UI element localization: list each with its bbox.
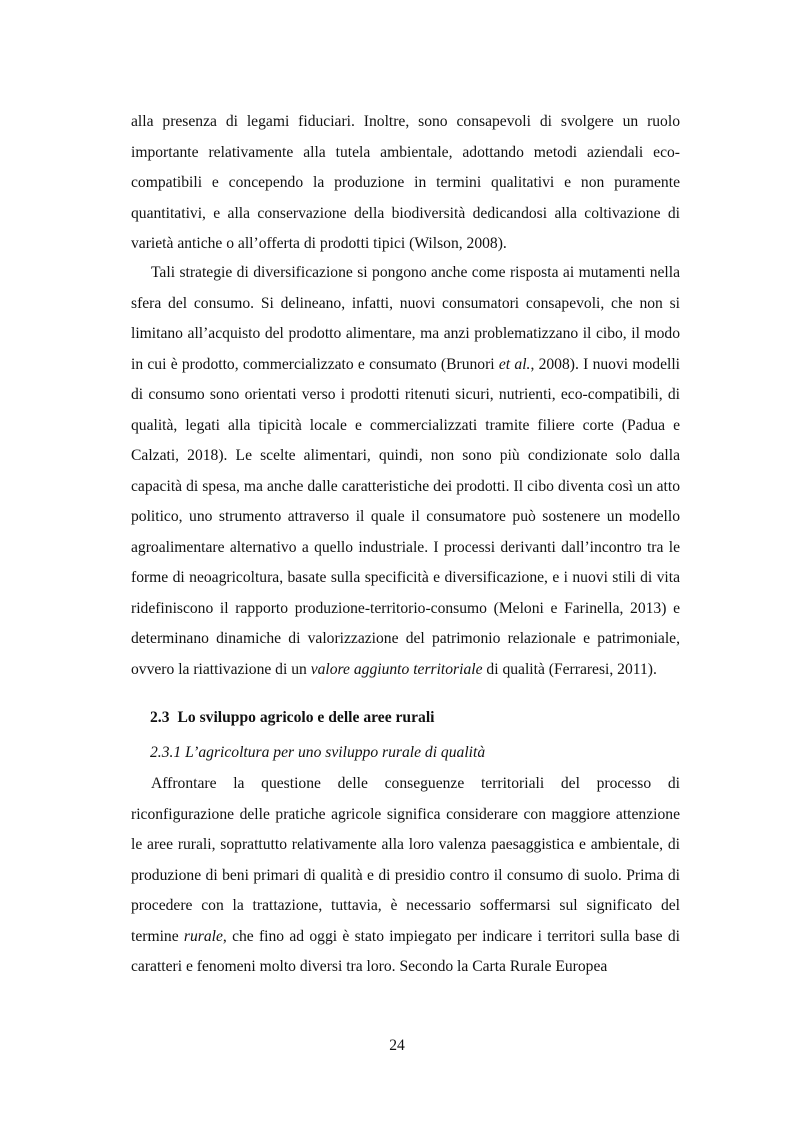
- paragraph-3-emphasis: rurale: [183, 927, 223, 945]
- page-number: 24: [389, 1037, 405, 1054]
- body-paragraph-3: [131, 769, 680, 983]
- body-paragraph-2: [131, 258, 680, 685]
- paragraph-3-text-a: Affrontare la questione delle conseguenze territoriali del processo di riconfigurazione delle pratiche agricole significa considerare con maggiore attenzione le aree rurali, soprattutto relativamente alla loro valenza paesaggistica e ambientale, di produzione di beni primari di qualità e di presidio contro il consumo di suolo. Prima di procedere con la trattazione, tuttavia, è necessario soffermarsi sul significato del termine: [131, 775, 680, 945]
- paragraph-2-et-al: et al.: [498, 355, 531, 373]
- body-paragraph-1: [131, 107, 680, 260]
- paragraph-2-text-c: di qualità (Ferraresi, 2011).: [482, 660, 657, 678]
- subsection-title: 2.3.1 L’agricoltura per uno sviluppo rurale di qualità: [150, 744, 486, 761]
- section-title: Lo sviluppo agricolo e delle aree rurali: [177, 709, 435, 726]
- paragraph-3-text-b: , che fino ad oggi è stato impiegato per indicare i territori sulla base di caratteri e fenomeni molto diversi tra loro. Secondo la Carta Rurale Europea: [131, 927, 680, 975]
- paragraph-1-text: alla presenza di legami fiduciari. Inoltre, sono consapevoli di svolgere un ruolo importante relativamente alla tutela ambientale, adottando metodi aziendali eco-compatibili e concependo la produzione in termini qualitativi e non puramente quantitativi, e alla conservazione della biodiversità dedicandosi alla coltivazione di varietà antiche o all’offerta di prodotti tipici (Wilson, 2008).: [131, 113, 680, 252]
- paragraph-2-emphasis: valore aggiunto territoriale: [310, 660, 483, 678]
- section-heading: [150, 703, 435, 733]
- paragraph-2-text-b: , 2008). I nuovi modelli di consumo sono orientati verso i prodotti ritenuti sicuri, nutrienti, eco-compatibili, di qualità, legati alla tipicità locale e commercializzati tramite filiere corte (Padua e Calzati, 2018). Le scelte alimentari, quindi, non sono più condizionate solo dalla capacità di spesa, ma anche dalle caratteristiche dei prodotti. Il cibo diventa così un atto politico, uno strumento attraverso il quale il consumatore può sostenere un modello agroalimentare alternativo a quello industriale. I processi derivanti dall’incontro tra le forme di neoagricoltura, basate sulla specificità e diversificazione, e i nuovi stili di vita ridefiniscono il rapporto produzione-territorio-consumo (Meloni e Farinella, 2013) e determinano dinamiche di valorizzazione del patrimonio relazionale e patrimoniale, ovvero la riattivazione di un: [131, 355, 680, 678]
- subsection-heading: [150, 738, 485, 768]
- section-number: 2.3: [150, 709, 170, 726]
- paragraph-2-text-a: Tali strategie di diversificazione si pongono anche come risposta ai mutamenti nella sfera del consumo. Si delineano, infatti, nuovi consumatori consapevoli, che non si limitano all’acquisto del prodotto alimentare, ma anzi problematizzano il cibo, il modo in cui è prodotto, commercializzato e consumato (Brunori: [131, 264, 680, 373]
